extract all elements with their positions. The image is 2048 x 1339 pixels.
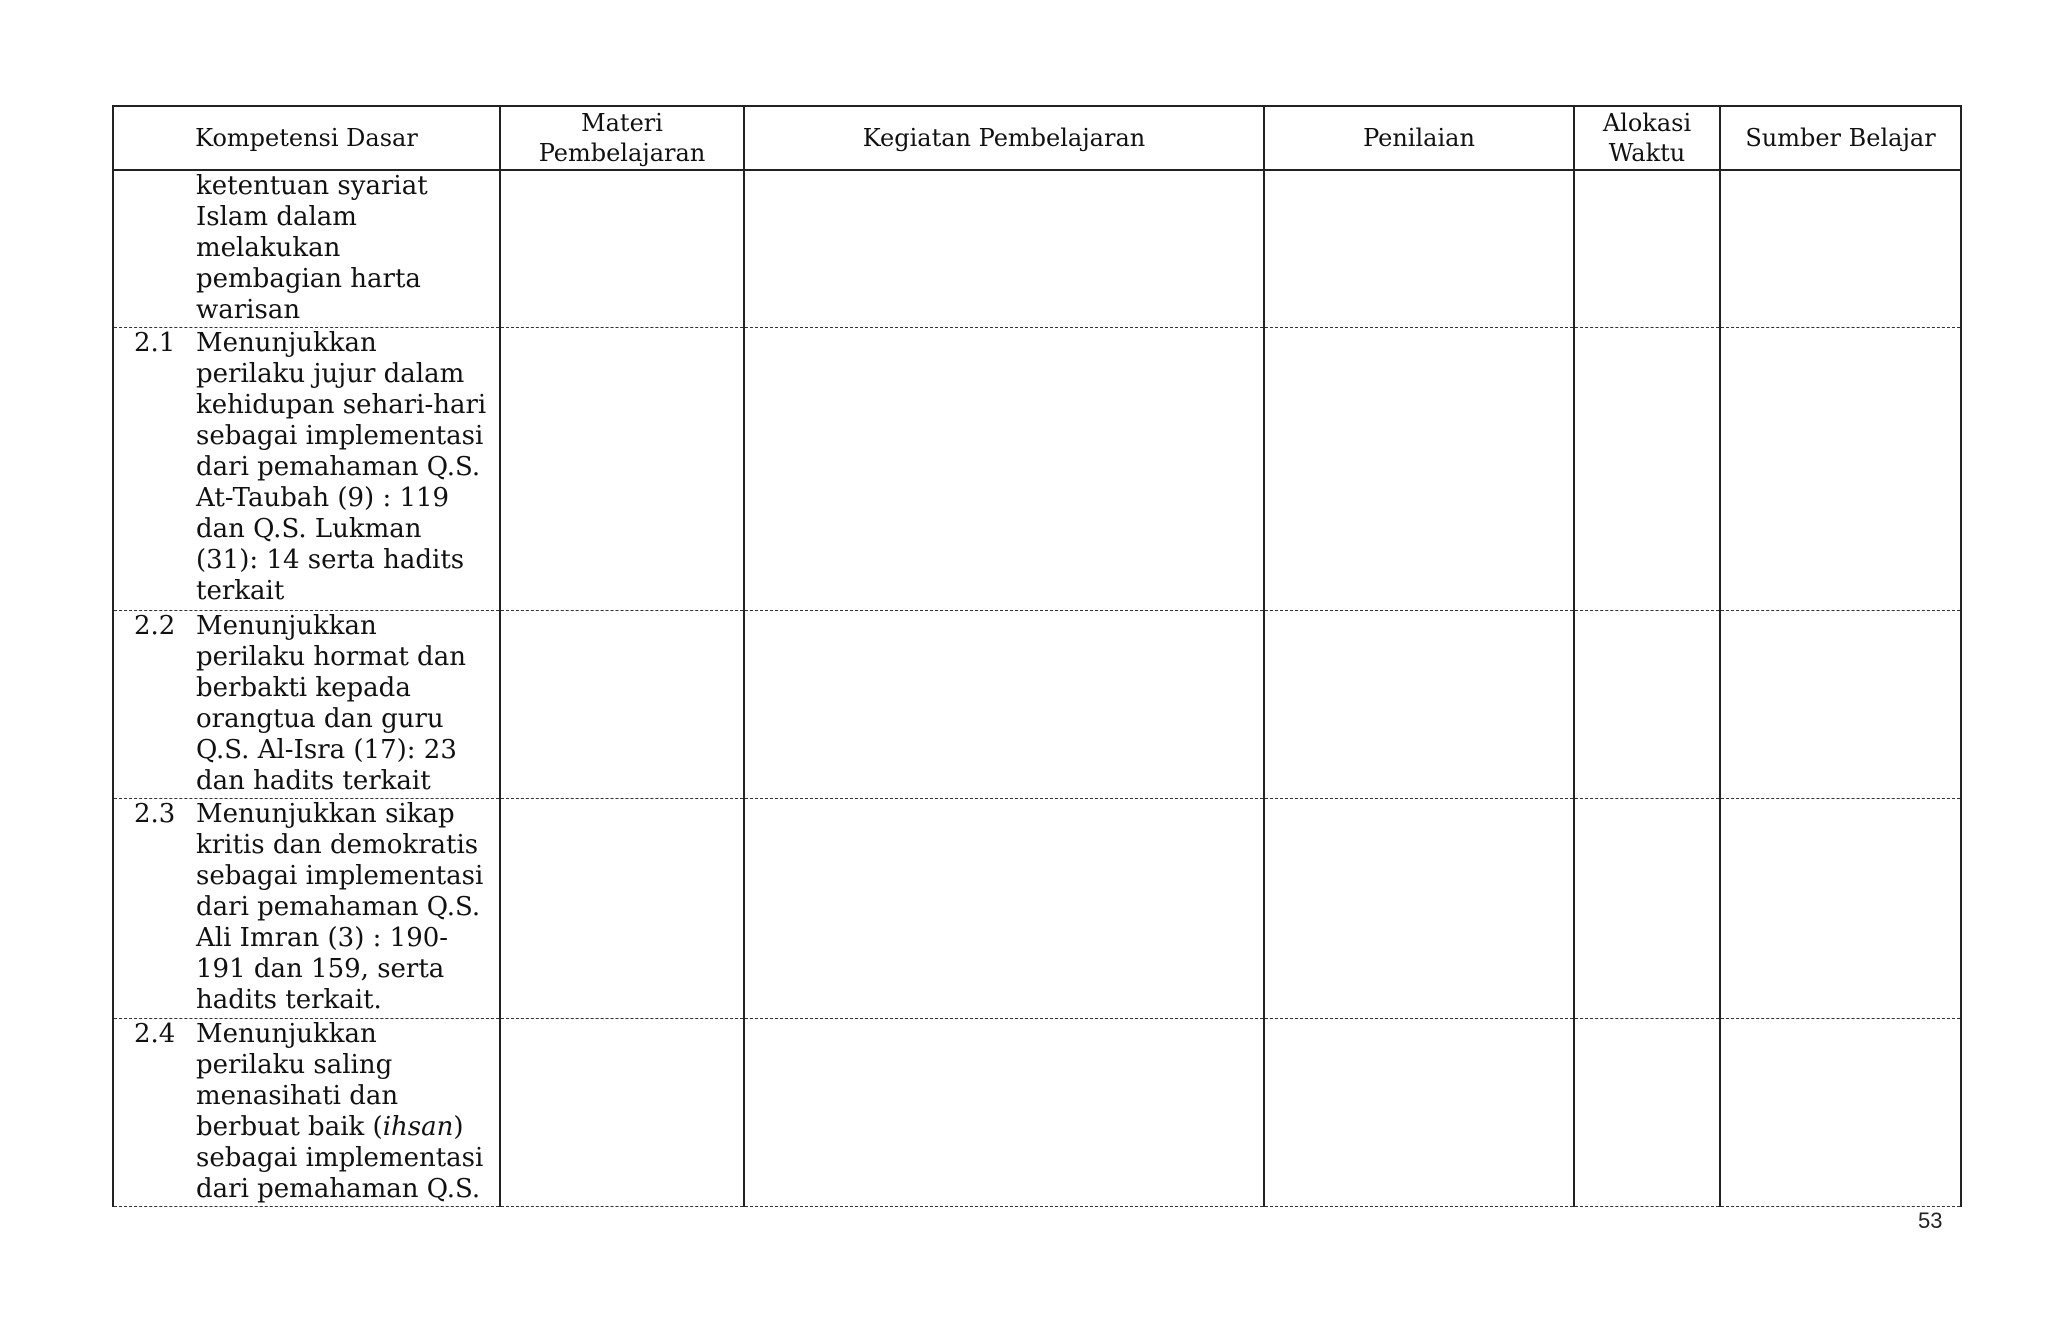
cell-kegiatan-pembelajaran — [744, 170, 1264, 327]
table-body — [113, 170, 1961, 1206]
header-penilaian — [1264, 106, 1574, 170]
header-alokasi-waktu — [1574, 106, 1720, 170]
cell-kegiatan-pembelajaran — [744, 798, 1264, 1018]
kompetensi-text-line: perilaku saling — [196, 1049, 393, 1080]
kompetensi-text-line: orangtua dan guru — [196, 703, 444, 734]
kompetensi-text-line: terkait — [196, 575, 285, 606]
header-kompetensi-dasar — [113, 106, 500, 170]
kompetensi-entry — [114, 799, 499, 1016]
table-row — [113, 610, 1961, 798]
kompetensi-text-line: Menunjukkan — [196, 327, 377, 358]
header-row — [113, 106, 1961, 170]
kompetensi-entry — [114, 1019, 499, 1205]
cell-penilaian — [1264, 798, 1574, 1018]
kompetensi-text-line: sebagai implementasi — [196, 420, 484, 451]
kompetensi-text-line: berbakti kepada — [196, 672, 411, 703]
kompetensi-text-line: menasihati dan — [196, 1080, 399, 1111]
cell-penilaian — [1264, 610, 1574, 798]
header-materi-line1: Materi — [581, 109, 663, 137]
kompetensi-entry — [114, 611, 499, 797]
cell-materi-pembelajaran — [500, 170, 744, 327]
header-sumber-belajar — [1720, 106, 1961, 170]
cell-kompetensi-dasar — [113, 1018, 500, 1206]
kompetensi-text-line: dari pemahaman Q.S. — [196, 891, 481, 922]
kompetensi-text-line: At-Taubah (9) : 119 — [196, 482, 450, 513]
kompetensi-text — [196, 799, 493, 1016]
kompetensi-text-line: perilaku jujur dalam — [196, 358, 465, 389]
cell-alokasi-waktu — [1574, 1018, 1720, 1206]
cell-sumber-belajar — [1720, 798, 1961, 1018]
kompetensi-text-line: pembagian harta — [196, 264, 421, 294]
syllabus-table — [112, 105, 1962, 1207]
table-row — [113, 170, 1961, 327]
header-sumber-label: Sumber Belajar — [1745, 124, 1936, 152]
cell-materi-pembelajaran — [500, 327, 744, 610]
header-kompetensi-label: Kompetensi Dasar — [195, 124, 418, 152]
kompetensi-text-line: Islam dalam — [196, 202, 357, 232]
kompetensi-entry — [114, 328, 499, 607]
kompetensi-text-line: dari pemahaman Q.S. — [196, 1173, 481, 1204]
cell-kegiatan-pembelajaran — [744, 327, 1264, 610]
kompetensi-number: 2.1 — [134, 327, 176, 358]
cell-alokasi-waktu — [1574, 327, 1720, 610]
cell-sumber-belajar — [1720, 327, 1961, 610]
header-alokasi-line2: Waktu — [1608, 139, 1686, 167]
header-materi-pembelajaran — [500, 106, 744, 170]
cell-kegiatan-pembelajaran — [744, 610, 1264, 798]
kompetensi-text-line: dari pemahaman Q.S. — [196, 451, 481, 482]
cell-alokasi-waktu — [1574, 170, 1720, 327]
kompetensi-text — [196, 328, 493, 607]
kompetensi-text-line: kehidupan sehari-hari — [196, 389, 487, 420]
cell-sumber-belajar — [1720, 170, 1961, 327]
italic-term: ihsan — [382, 1111, 454, 1142]
cell-penilaian — [1264, 327, 1574, 610]
cell-kegiatan-pembelajaran — [744, 1018, 1264, 1206]
header-kegiatan-label: Kegiatan Pembelajaran — [862, 124, 1146, 152]
cell-kompetensi-dasar — [113, 798, 500, 1018]
kompetensi-text-line: sebagai implementasi — [196, 1142, 484, 1173]
table-row — [113, 798, 1961, 1018]
kompetensi-text — [196, 1019, 493, 1205]
kompetensi-text-line: (31): 14 serta hadits — [196, 544, 465, 575]
kompetensi-text — [196, 611, 493, 797]
kompetensi-text-line: sebagai implementasi — [196, 860, 484, 891]
kompetensi-text-line: berbuat baik (ihsan) — [196, 1111, 464, 1142]
cell-penilaian — [1264, 1018, 1574, 1206]
cell-alokasi-waktu — [1574, 610, 1720, 798]
kompetensi-text-line: 191 dan 159, serta — [196, 953, 445, 984]
kompetensi-number: 2.4 — [134, 1018, 176, 1049]
cell-kompetensi-dasar — [113, 170, 500, 327]
kompetensi-number: 2.2 — [134, 610, 176, 641]
header-kegiatan-pembelajaran — [744, 106, 1264, 170]
table-row — [113, 1018, 1961, 1206]
header-penilaian-label: Penilaian — [1363, 124, 1475, 152]
cell-kompetensi-dasar — [113, 327, 500, 610]
kompetensi-text-line: Menunjukkan — [196, 610, 377, 641]
kompetensi-number: 2.3 — [134, 798, 176, 829]
kompetensi-text-line: hadits terkait. — [196, 984, 382, 1015]
kompetensi-text-line: kritis dan demokratis — [196, 829, 479, 860]
header-alokasi-line1: Alokasi — [1602, 109, 1692, 137]
kompetensi-number — [134, 171, 196, 326]
page-number: 53 — [1918, 1208, 1943, 1233]
kompetensi-text-line: Menunjukkan — [196, 1018, 377, 1049]
cell-materi-pembelajaran — [500, 610, 744, 798]
cell-sumber-belajar — [1720, 1018, 1961, 1206]
cell-kompetensi-dasar — [113, 610, 500, 798]
kompetensi-text-line: melakukan — [196, 233, 341, 263]
kompetensi-text-line: warisan — [196, 295, 301, 325]
kompetensi-entry — [114, 171, 499, 326]
table-header — [113, 106, 1961, 170]
kompetensi-text-line: dan Q.S. Lukman — [196, 513, 422, 544]
table-row — [113, 327, 1961, 610]
kompetensi-text-line: ketentuan syariat — [196, 171, 428, 201]
kompetensi-text-line: perilaku hormat dan — [196, 641, 466, 672]
kompetensi-text-line: Menunjukkan sikap — [196, 798, 455, 829]
header-materi-line2: Pembelajaran — [538, 139, 706, 167]
kompetensi-text-line: Q.S. Al-Isra (17): 23 — [196, 734, 457, 765]
kompetensi-text-line: dan hadits terkait — [196, 765, 431, 796]
kompetensi-text — [196, 171, 493, 326]
cell-alokasi-waktu — [1574, 798, 1720, 1018]
cell-materi-pembelajaran — [500, 798, 744, 1018]
kompetensi-text-line: Ali Imran (3) : 190- — [196, 922, 449, 953]
cell-sumber-belajar — [1720, 610, 1961, 798]
cell-penilaian — [1264, 170, 1574, 327]
cell-materi-pembelajaran — [500, 1018, 744, 1206]
